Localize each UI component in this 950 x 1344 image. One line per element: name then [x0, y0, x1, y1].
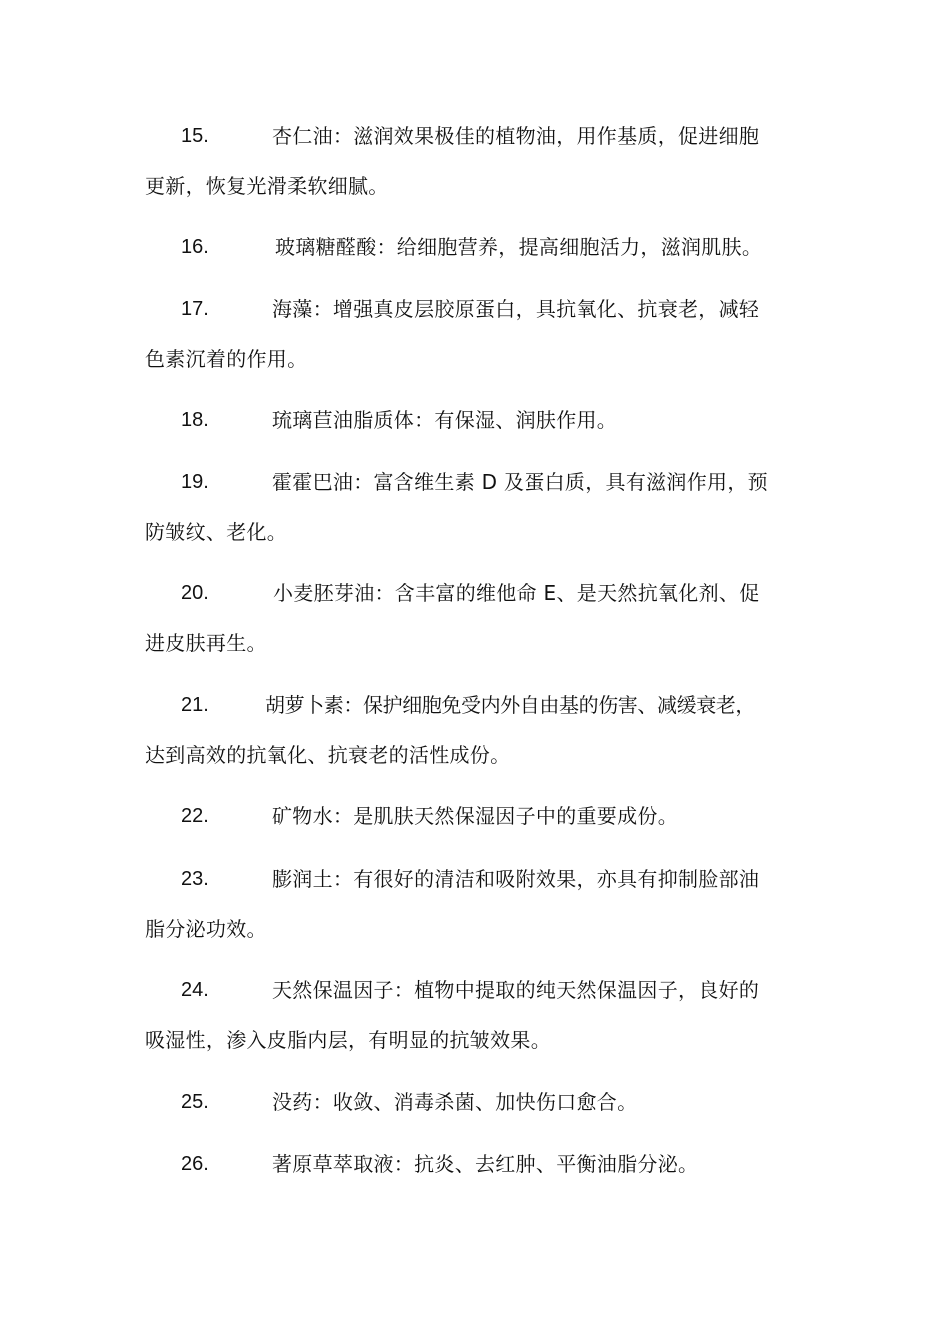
item-number: 22.	[181, 805, 209, 827]
item-text-line-2: 色素沉着的作用。	[145, 347, 308, 371]
item-text-line-2: 进皮肤再生。	[145, 631, 267, 655]
item-text-line-1: 霍霍巴油：富含维生素 D 及蛋白质，具有滋润作用，预	[272, 470, 768, 494]
item-text-line-1: 天然保温因子：植物中提取的纯天然保温因子，良好的	[272, 978, 760, 1002]
item-number: 26.	[181, 1153, 209, 1175]
item-number: 19.	[181, 471, 209, 493]
item-number: 15.	[181, 125, 209, 147]
item-text-line-2: 防皱纹、老化。	[145, 520, 288, 544]
item-text-line-1: 琉璃苣油脂质体：有保湿、润肤作用。	[272, 408, 618, 432]
item-text-line-1: 小麦胚芽油：含丰富的维他命 E、是天然抗氧化剂、促	[273, 581, 760, 605]
item-text-line-2: 更新，恢复光滑柔软细腻。	[145, 174, 389, 198]
item-number: 23.	[181, 868, 209, 890]
item-text-line-2: 吸湿性，渗入皮脂内层，有明显的抗皱效果。	[145, 1028, 551, 1052]
item-number: 20.	[181, 582, 209, 604]
item-number: 16.	[181, 236, 209, 258]
item-text-line-1: 著原草萃取液：抗炎、去红肿、平衡油脂分泌。	[272, 1152, 699, 1176]
item-text-line-1: 没药：收敛、消毒杀菌、加快伤口愈合。	[272, 1090, 638, 1114]
item-number: 18.	[181, 409, 209, 431]
item-number: 25.	[181, 1091, 209, 1113]
item-text-line-2: 脂分泌功效。	[145, 917, 267, 941]
item-text-line-2: 达到高效的抗氧化、抗衰老的活性成份。	[145, 743, 511, 767]
item-text-line-1: 胡萝卜素：保护细胞免受内外自由基的伤害、减缓衰老，	[265, 693, 755, 717]
item-number: 24.	[181, 979, 209, 1001]
item-text-line-1: 玻璃糖醛酸：给细胞营养，提高细胞活力，滋润肌肤。	[275, 235, 763, 259]
item-text-line-1: 膨润土：有很好的清洁和吸附效果，亦具有抑制脸部油	[272, 867, 760, 891]
item-text-line-1: 矿物水：是肌肤天然保湿因子中的重要成份。	[272, 804, 678, 828]
item-number: 21.	[181, 694, 209, 716]
item-text-line-1: 海藻：增强真皮层胶原蛋白，具抗氧化、抗衰老，减轻	[272, 297, 760, 321]
item-text-line-1: 杏仁油：滋润效果极佳的植物油，用作基质，促进细胞	[272, 124, 760, 148]
item-number: 17.	[181, 298, 209, 320]
